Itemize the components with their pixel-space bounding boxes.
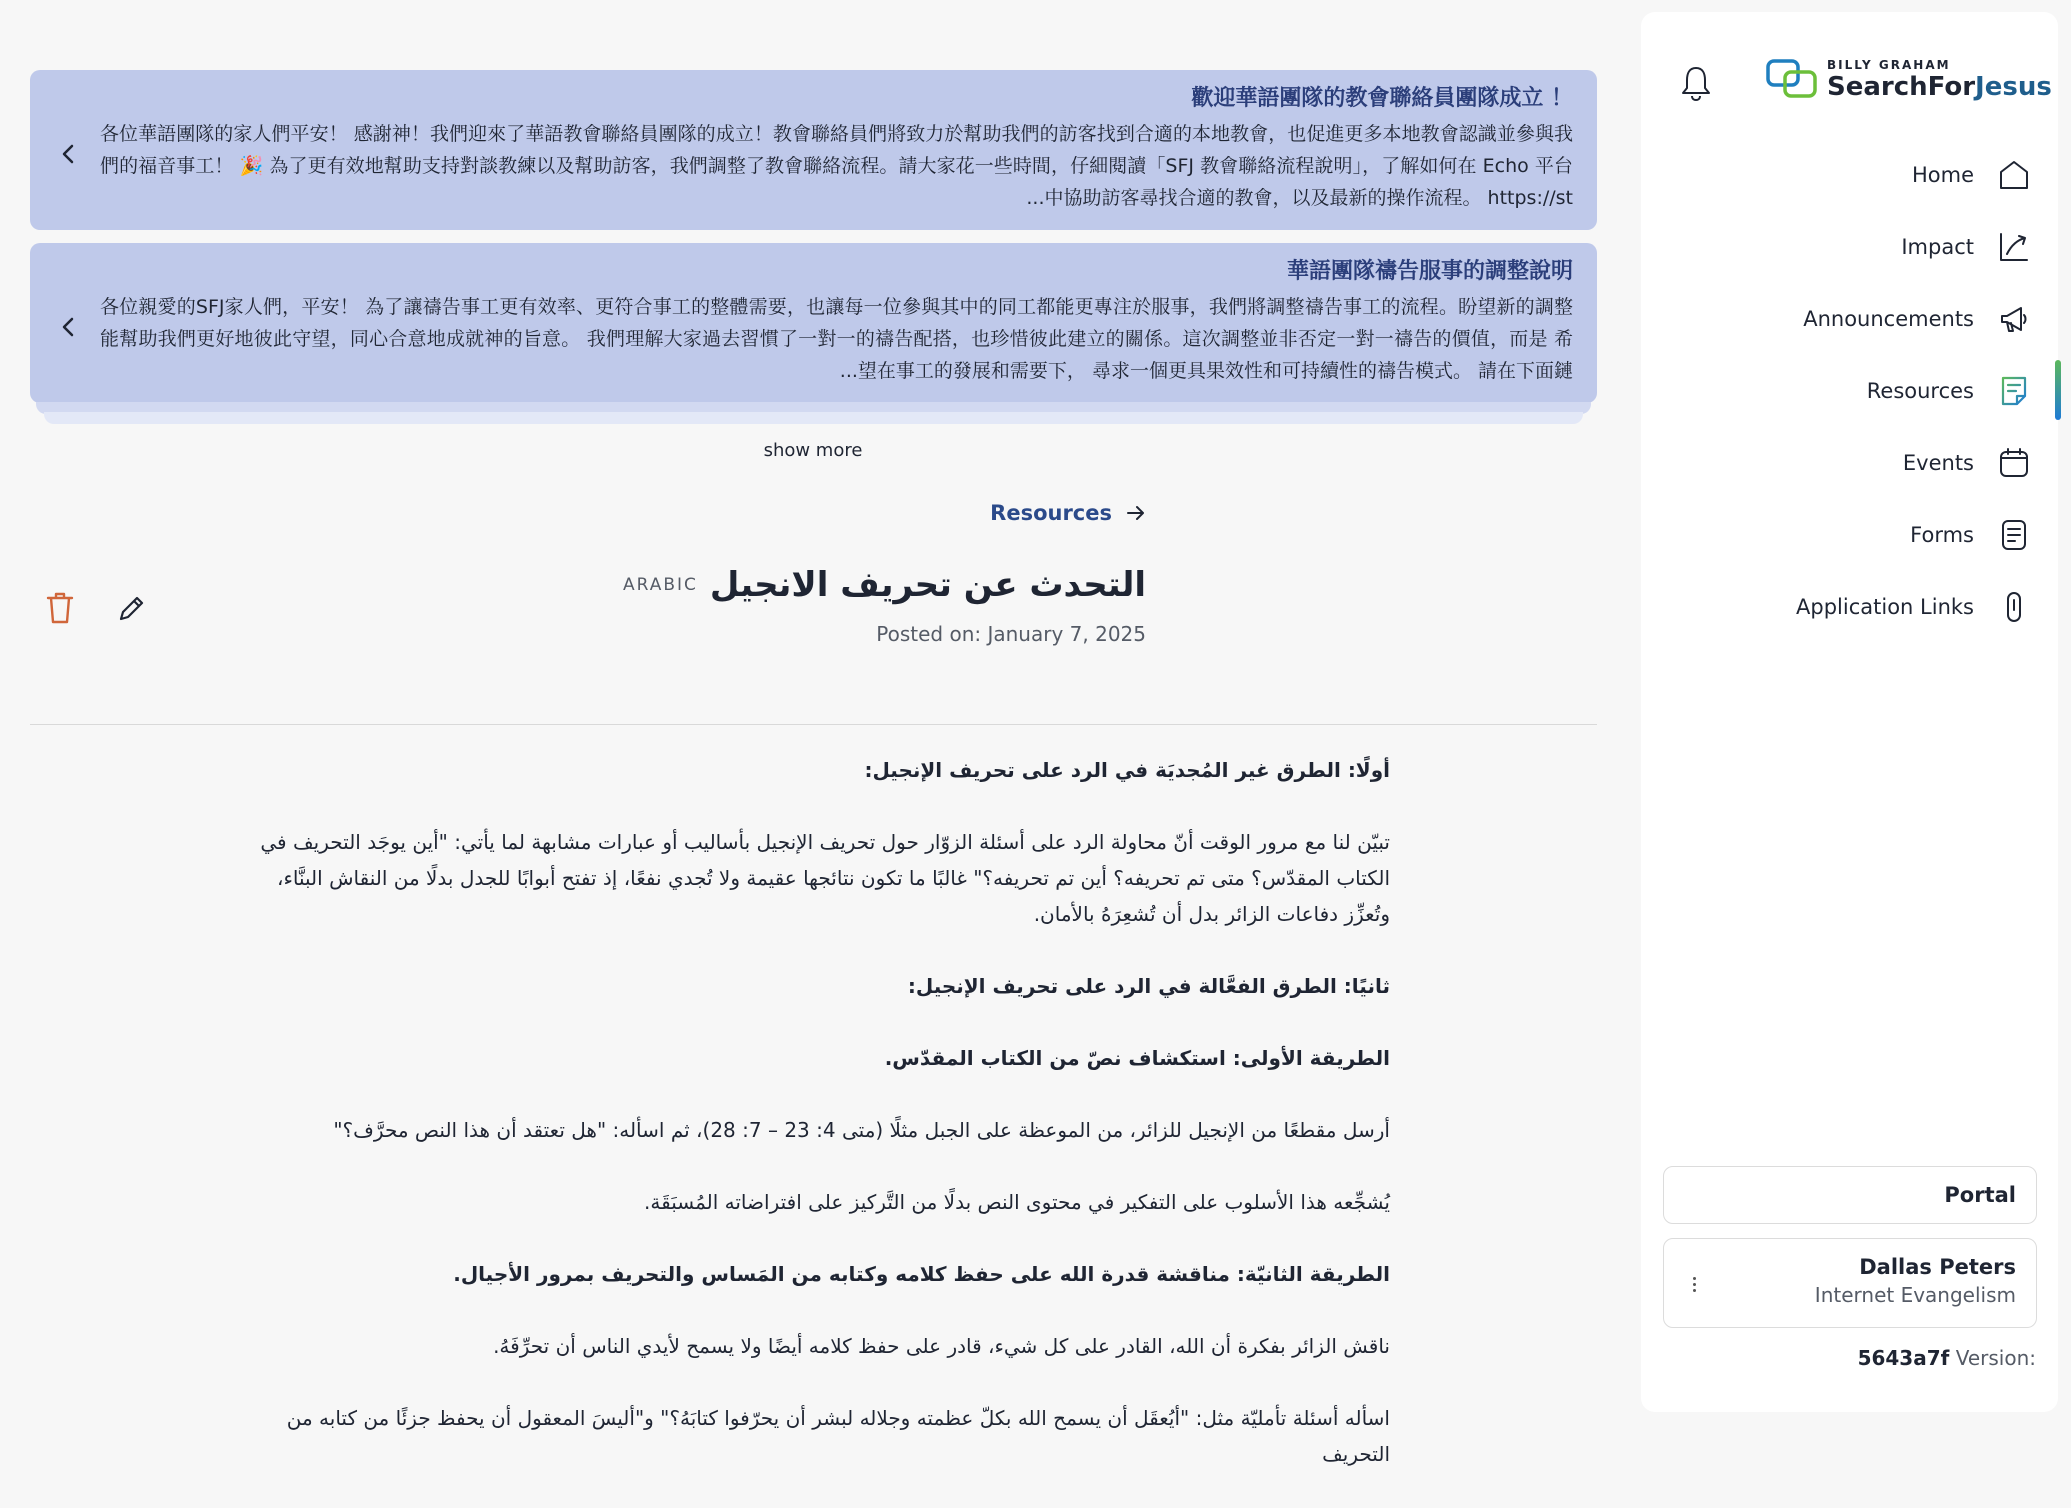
- posted-date: Posted on: January 7, 2025: [876, 622, 1146, 646]
- trend-arrow-icon: [1996, 229, 2032, 265]
- link-icon: [1996, 589, 2032, 625]
- calendar-icon: [1996, 445, 2032, 481]
- pencil-icon: [117, 593, 147, 623]
- nav-label: Forms: [1910, 523, 1974, 547]
- announcement-card[interactable]: [30, 243, 1597, 403]
- logo-subtitle: BILLY GRAHAM: [1827, 58, 1951, 72]
- resource-header: [623, 565, 1146, 605]
- article-heading: الطريقة الثانيّة: مناقشة قدرة الله على حفظ كلامه وكتابه من المَساس والتحريف بمرور الأجيال.: [453, 1262, 1390, 1286]
- chat-bubbles-icon: [1765, 58, 1821, 102]
- sidebar-item-resources[interactable]: [1867, 373, 2032, 409]
- trash-icon: [45, 591, 75, 625]
- article-paragraph: ناقش الزائر بفكرة أن الله، القادر على كل شيء، قادر على حفظ كلامه أيضًا ولا يسمح لأيدي الناس أن تحرِّفَهُ.: [493, 1334, 1390, 1358]
- divider: [30, 724, 1597, 725]
- nav-label: Events: [1902, 451, 1974, 475]
- nav-label: Application Links: [1796, 595, 1974, 619]
- bell-icon[interactable]: [1679, 64, 1713, 102]
- announcement-title: ！ 歡迎華語團隊的教會聯絡員團隊成立: [1191, 86, 1573, 111]
- announcement-card[interactable]: [30, 70, 1597, 230]
- breadcrumb-resources-link[interactable]: [990, 501, 1146, 525]
- sidebar-item-home[interactable]: [1912, 157, 2032, 193]
- article-paragraph: اسأله أسئلة تأمليّة مثل: "أيُعقَل أن يسمح الله بكلّ عظمته وجلاله لبشر أن يحرّفوا كتابَهُ؟" و"أليسَ المعقول أن يحفظ جزئًا من كتابه من التحريف: [286, 1406, 1390, 1466]
- resource-article: [230, 752, 1390, 1508]
- arrow-right-icon: [1126, 504, 1146, 522]
- sidebar-item-impact[interactable]: [1901, 229, 2032, 265]
- app-version: [1858, 1346, 2036, 1370]
- form-icon: [1996, 517, 2032, 553]
- sidebar-item-announcements[interactable]: [1803, 301, 2032, 337]
- sidebar-item-application-links[interactable]: [1796, 589, 2032, 625]
- user-card: [1663, 1238, 2037, 1328]
- announcement-title: 華語團隊禱告服事的調整說明: [1286, 259, 1573, 284]
- sidebar-item-forms[interactable]: [1910, 517, 2032, 553]
- article-heading: ثانيًا: الطرق الفعَّالة في الرد على تحريف الإنجيل:: [907, 974, 1390, 998]
- nav-label: Impact: [1901, 235, 1974, 259]
- version-label: Version:: [1955, 1346, 2036, 1370]
- version-value: 5643a7f: [1857, 1346, 1950, 1370]
- sidebar-item-events[interactable]: [1903, 445, 2032, 481]
- app-logo[interactable]: [1765, 58, 2052, 102]
- article-paragraph: تبيّن لنا مع مرور الوقت أنّ محاولة الرد على أسئلة الزوّار حول تحريف الإنجيل بأساليب أو عبارات مشابهة لما يأتي: "أين يوجَد التحريف في الكتاب المقدّس؟ متى تم تحريفه؟ أين تم تحريفه؟" غالبًا ما تكون نتائجها عقيمة ولا تُجدي نفعًا، إذ تفتح أبوابًا للجدل بدلًا من النقاش البنَّاء، وتُعزِّز دفاعات الزائر بدل أن تُشعِرَهُ بالأمان.: [260, 830, 1390, 926]
- sidebar: [1641, 12, 2058, 1412]
- stacked-card-shadow: [44, 412, 1583, 424]
- delete-button[interactable]: [38, 586, 82, 630]
- portal-button[interactable]: Portal: [1663, 1166, 2037, 1224]
- chevron-left-icon[interactable]: [54, 140, 82, 168]
- active-indicator: [2055, 360, 2061, 420]
- edit-button[interactable]: [110, 586, 154, 630]
- chevron-left-icon[interactable]: [54, 313, 82, 341]
- announcement-text: 各位親愛的SFJ家人們，平安！ 為了讓禱告事工更有效率、更符合事工的整體需要，也讓每一位參與其中的同工都能更專注於服事，我們將調整禱告事工的流程。盼望新的調整能幫助我們更好地彼此守望，同心合意地成就神的旨意。 我們理解大家過去習慣了一對一的禱告配搭，也珍惜彼此建立的關係。這次調整並非否定一對一禱告的價值，而是 希望在事工的發展和需要下， 尋求一個更具果效性和可持續性的禱告模式。 請在下面鏈...: [100, 296, 1573, 382]
- article-paragraph: يُشجِّعه هذا الأسلوب على التفكير في محتوى النص بدلًا من التَّركيز على افتراضاته المُسبَقَة.: [644, 1190, 1390, 1214]
- article-heading: أولًا: الطرق غير المُجديَة في الرد على تحريف الإنجيل:: [864, 758, 1390, 782]
- home-icon: [1996, 157, 2032, 193]
- article-heading: الطريقة الأولى: استكشاف نصّ من الكتاب المقدّس.: [884, 1046, 1390, 1070]
- nav-label: Home: [1911, 163, 1974, 187]
- nav-label: Resources: [1866, 379, 1974, 403]
- page-title: التحدث عن تحريف الانجيل: [709, 565, 1146, 605]
- user-department: Internet Evangelism: [1814, 1283, 2016, 1307]
- logo-text: [1827, 58, 2052, 102]
- article-paragraph: أرسل مقطعًا من الإنجيل للزائر، من الموعظة على الجبل مثلًا (متى 4: 23 – 7: 28)، ثم اسأله: "هل تعتقد أن هذا النص محرَّف؟": [333, 1118, 1390, 1142]
- logo-title: SearchForJesus: [1827, 72, 2052, 102]
- document-icon: [1996, 373, 2032, 409]
- megaphone-icon: [1996, 301, 2032, 337]
- announcement-text: 各位華語團隊的家人們平安！ 感謝神！我們迎來了華語教會聯絡員團隊的成立！教會聯絡員們將致力於幫助我們的訪客找到合適的本地教會，也促進更多本地教會認識並參與我們的福音事工！ 🎉 為了更有效地幫助支持對談教練以及幫助訪客，我們調整了教會聯絡流程。請大家花一些時間，仔細閱讀「SFJ 教會聯絡流程說明」，了解如何在 Echo 平台中協助訪客尋找合適的教會，以及最新的操作流程。 https://st...: [100, 123, 1573, 209]
- more-options-icon[interactable]: [1688, 1269, 1700, 1299]
- language-tag: ARABIC: [622, 575, 698, 595]
- user-name: Dallas Peters: [1859, 1255, 2016, 1279]
- nav-label: Announcements: [1803, 307, 1974, 331]
- show-more-button[interactable]: show more: [733, 436, 893, 465]
- breadcrumb-label: Resources: [990, 501, 1112, 525]
